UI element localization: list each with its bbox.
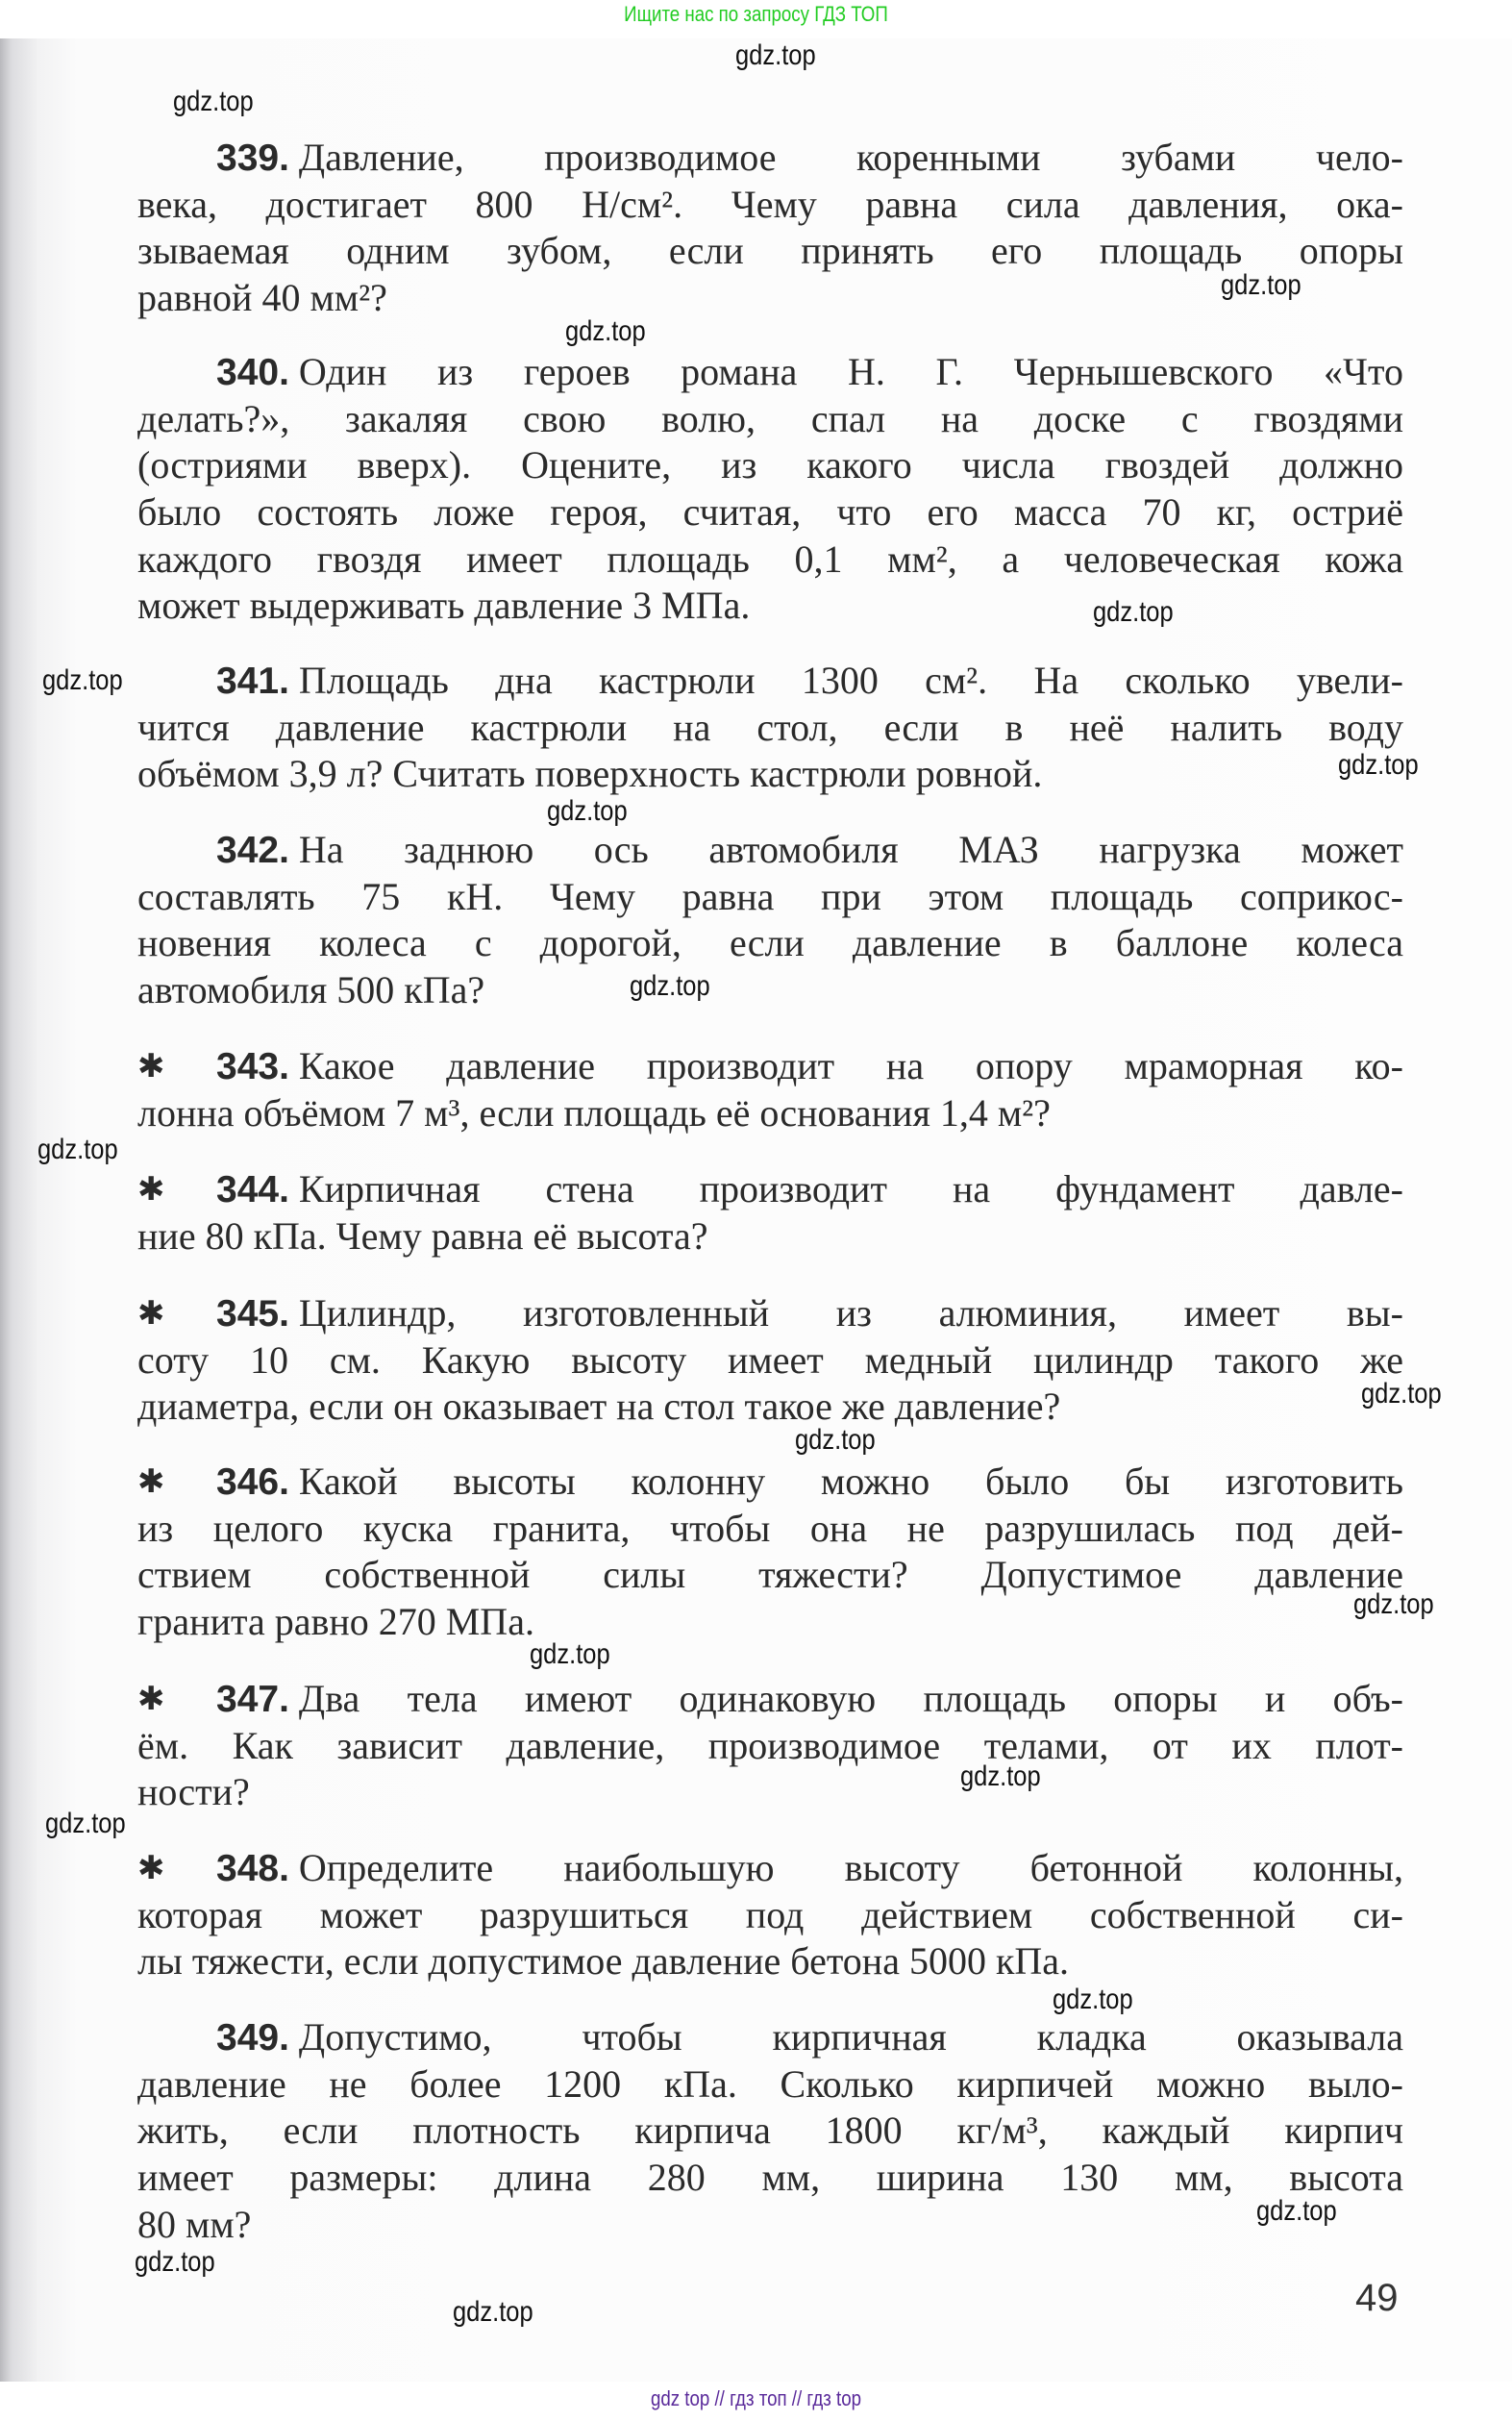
problem-line [137, 920, 1403, 967]
problem-line [137, 1506, 1403, 1553]
problem-number: 340. [216, 352, 289, 393]
problem-number: 342. [216, 830, 289, 871]
problem-line [137, 1166, 1403, 1213]
problem-341 [137, 658, 1403, 798]
problem-text: Площадь дна кастрюли 1300 см². На сколько увели- [298, 659, 1403, 702]
problem-number: 348. [216, 1848, 289, 1889]
asterisk-icon: ✱ [137, 1294, 165, 1333]
problem-line [137, 874, 1403, 921]
problem-number: 343. [216, 1046, 289, 1087]
watermark-text: gdz.top [530, 1637, 610, 1670]
watermark-text: gdz.top [1256, 2195, 1337, 2228]
watermark-text: gdz.top [1361, 1377, 1442, 1410]
watermark-text: gdz.top [135, 2246, 215, 2279]
problem-number: 345. [216, 1293, 289, 1335]
watermark-text: gdz.top [1221, 269, 1301, 302]
problem-line [137, 1845, 1403, 1892]
problem-345 [137, 1290, 1403, 1431]
asterisk-icon: ✱ [137, 1170, 165, 1209]
problem-text: Какой высоты колонну можно было бы изготовить [298, 1460, 1403, 1503]
problem-line [137, 442, 1403, 489]
problem-text: из целого куска гранита, чтобы она не разрушилась под дей- [137, 1506, 1403, 1550]
watermark-text: gdz.top [173, 86, 254, 118]
problem-line [137, 2155, 1403, 2202]
asterisk-icon: ✱ [137, 1680, 165, 1718]
problem-line [137, 1213, 1403, 1260]
asterisk-icon: ✱ [137, 1462, 165, 1501]
problem-text: давление не более 1200 кПа. Сколько кирпичей можно выло- [137, 2061, 1403, 2106]
problem-text: гранита равно 270 МПа. [137, 1600, 534, 1644]
watermark-text: gdz.top [45, 1808, 126, 1840]
problem-text: соту 10 см. Какую высоту имеет медный цилиндр такого же [137, 1337, 1403, 1382]
problem-line [137, 1337, 1403, 1385]
problem-number: 344. [216, 1169, 289, 1210]
problem-text: Два тела имеют одинаковую площадь опоры и объ- [298, 1677, 1403, 1720]
problem-text: каждого гвоздя имеет площадь 0,1 мм², а человеческая кожа [137, 537, 1403, 581]
problem-text: Допустимо, чтобы кирпичная кладка оказывала [298, 2015, 1403, 2059]
problem-349 [137, 2014, 1403, 2248]
watermark-text: gdz.top [795, 1423, 876, 1456]
problem-text: (остриями вверх). Оцените, из какого числа гвоздей должно [137, 443, 1403, 487]
watermark-text: gdz.top [452, 2295, 533, 2328]
problem-text: Давление, производимое коренными зубами чело- [298, 136, 1403, 179]
problem-line [137, 1892, 1403, 1939]
problem-line [137, 658, 1403, 705]
problem-line [137, 2202, 1403, 2249]
watermark-text: gdz.top [734, 38, 816, 71]
problem-line [137, 1723, 1403, 1770]
watermark-text: gdz.top [630, 969, 711, 1002]
problem-text: ние 80 кПа. Чему равна её высота? [137, 1213, 708, 1258]
problem-text: зываемая одним зубом, если принять его площадь опоры [137, 229, 1403, 273]
problem-line [137, 135, 1403, 182]
problem-text: автомобиля 500 кПа? [137, 968, 485, 1012]
problem-line [137, 1459, 1403, 1506]
problem-344 [137, 1166, 1403, 1260]
problem-text: диаметра, если он оказывает на стол такое же давление? [137, 1385, 1061, 1429]
watermark-text: gdz.top [1053, 1984, 1133, 2016]
watermark-text: gdz.top [959, 1760, 1041, 1792]
problem-346 [137, 1459, 1403, 1646]
problem-text: объёмом 3,9 л? Считать поверхность кастрюли ровной. [137, 752, 1043, 796]
problem-line [137, 2061, 1403, 2109]
problem-340 [137, 349, 1403, 630]
problem-line [137, 705, 1403, 752]
problem-line [137, 1938, 1403, 1985]
problem-line [137, 2014, 1403, 2061]
problem-line [137, 967, 1403, 1014]
problem-text: составлять 75 кН. Чему равна при этом площадь соприкос- [137, 874, 1403, 918]
problem-line [137, 1090, 1403, 1137]
problem-line [137, 182, 1403, 229]
problem-line [137, 1599, 1403, 1646]
problem-text: может выдерживать давление 3 МПа. [137, 584, 751, 628]
top-banner: Ищите нас по запросу ГДЗ ТОП [624, 2, 888, 26]
problem-348 [137, 1845, 1403, 1985]
problem-343 [137, 1043, 1403, 1136]
problem-line [137, 1384, 1403, 1431]
problem-text: делать?», закаляя свою волю, спал на доске с гвоздями [137, 396, 1403, 440]
problem-text: ём. Как зависит давление, производимое телами, от их плот- [137, 1723, 1403, 1767]
problem-text: равной 40 мм²? [137, 276, 387, 320]
problem-line [137, 1769, 1403, 1816]
problem-line [137, 275, 1403, 322]
problem-text: Цилиндр, изготовленный из алюминия, имеет вы- [298, 1291, 1403, 1335]
problem-line [137, 1290, 1403, 1337]
problem-text: лонна объёмом 7 м³, если площадь её основания 1,4 м²? [137, 1090, 1051, 1135]
problem-line [137, 228, 1403, 275]
page-number: 49 [1355, 2277, 1399, 2319]
problem-text: Один из героев романа Н. Г. Чернышевского «Что [298, 350, 1403, 393]
problem-text: Какое давление производит на опору мраморная ко- [298, 1044, 1403, 1087]
problem-number: 346. [216, 1461, 289, 1503]
problem-line [137, 1552, 1403, 1599]
problem-text: имеет размеры: длина 280 мм, ширина 130 мм, высота [137, 2156, 1403, 2200]
problem-text: века, достигает 800 Н/см². Чему равна сила давления, ока- [137, 182, 1403, 226]
problem-line [137, 489, 1403, 537]
watermark-text: gdz.top [1092, 596, 1174, 629]
watermark-text: gdz.top [546, 795, 628, 828]
watermark-text: gdz.top [37, 1133, 118, 1165]
problem-line [137, 349, 1403, 396]
problem-line [137, 1043, 1403, 1090]
asterisk-icon: ✱ [137, 1047, 165, 1086]
problem-number: 349. [216, 2017, 289, 2059]
problem-line [137, 827, 1403, 874]
problem-line [137, 537, 1403, 584]
problem-number: 341. [216, 661, 289, 702]
asterisk-icon: ✱ [137, 1849, 165, 1887]
problem-text: лы тяжести, если допустимое давление бетона 5000 кПа. [137, 1939, 1070, 1984]
problem-342 [137, 827, 1403, 1014]
problem-number: 347. [216, 1679, 289, 1720]
bottom-banner: gdz top // гдз топ // гдз top [650, 2386, 862, 2410]
problem-text: ности? [137, 1770, 250, 1814]
problem-line [137, 751, 1403, 798]
watermark-text: gdz.top [1338, 749, 1419, 782]
problem-line [137, 1676, 1403, 1723]
problem-text: жить, если плотность кирпича 1800 кг/м³, каждый кирпич [137, 2109, 1403, 2153]
problem-text: чится давление кастрюли на стол, если в неё налить воду [137, 705, 1403, 749]
problem-text: На заднюю ось автомобиля МАЗ нагрузка может [298, 828, 1403, 871]
problem-text: которая может разрушиться под действием собственной си- [137, 1892, 1403, 1936]
watermark-text: gdz.top [1353, 1588, 1434, 1621]
problem-text: было состоять ложе героя, считая, что его масса 70 кг, остриё [137, 490, 1403, 535]
problem-line [137, 2108, 1403, 2155]
problem-text: Определите наибольшую высоту бетонной колонны, [298, 1846, 1403, 1889]
problem-text: новения колеса с дорогой, если давление в баллоне колеса [137, 921, 1403, 965]
problem-339 [137, 135, 1403, 322]
problem-line [137, 396, 1403, 443]
watermark-text: gdz.top [564, 315, 646, 348]
problem-text: Кирпичная стена производит на фундамент давле- [298, 1167, 1403, 1210]
problem-347 [137, 1676, 1403, 1816]
problem-text: 80 мм? [137, 2202, 252, 2246]
watermark-text: gdz.top [41, 664, 123, 696]
problem-line [137, 583, 1403, 630]
problem-number: 339. [216, 137, 289, 179]
problem-text: ствием собственной силы тяжести? Допустимое давление [137, 1553, 1403, 1597]
